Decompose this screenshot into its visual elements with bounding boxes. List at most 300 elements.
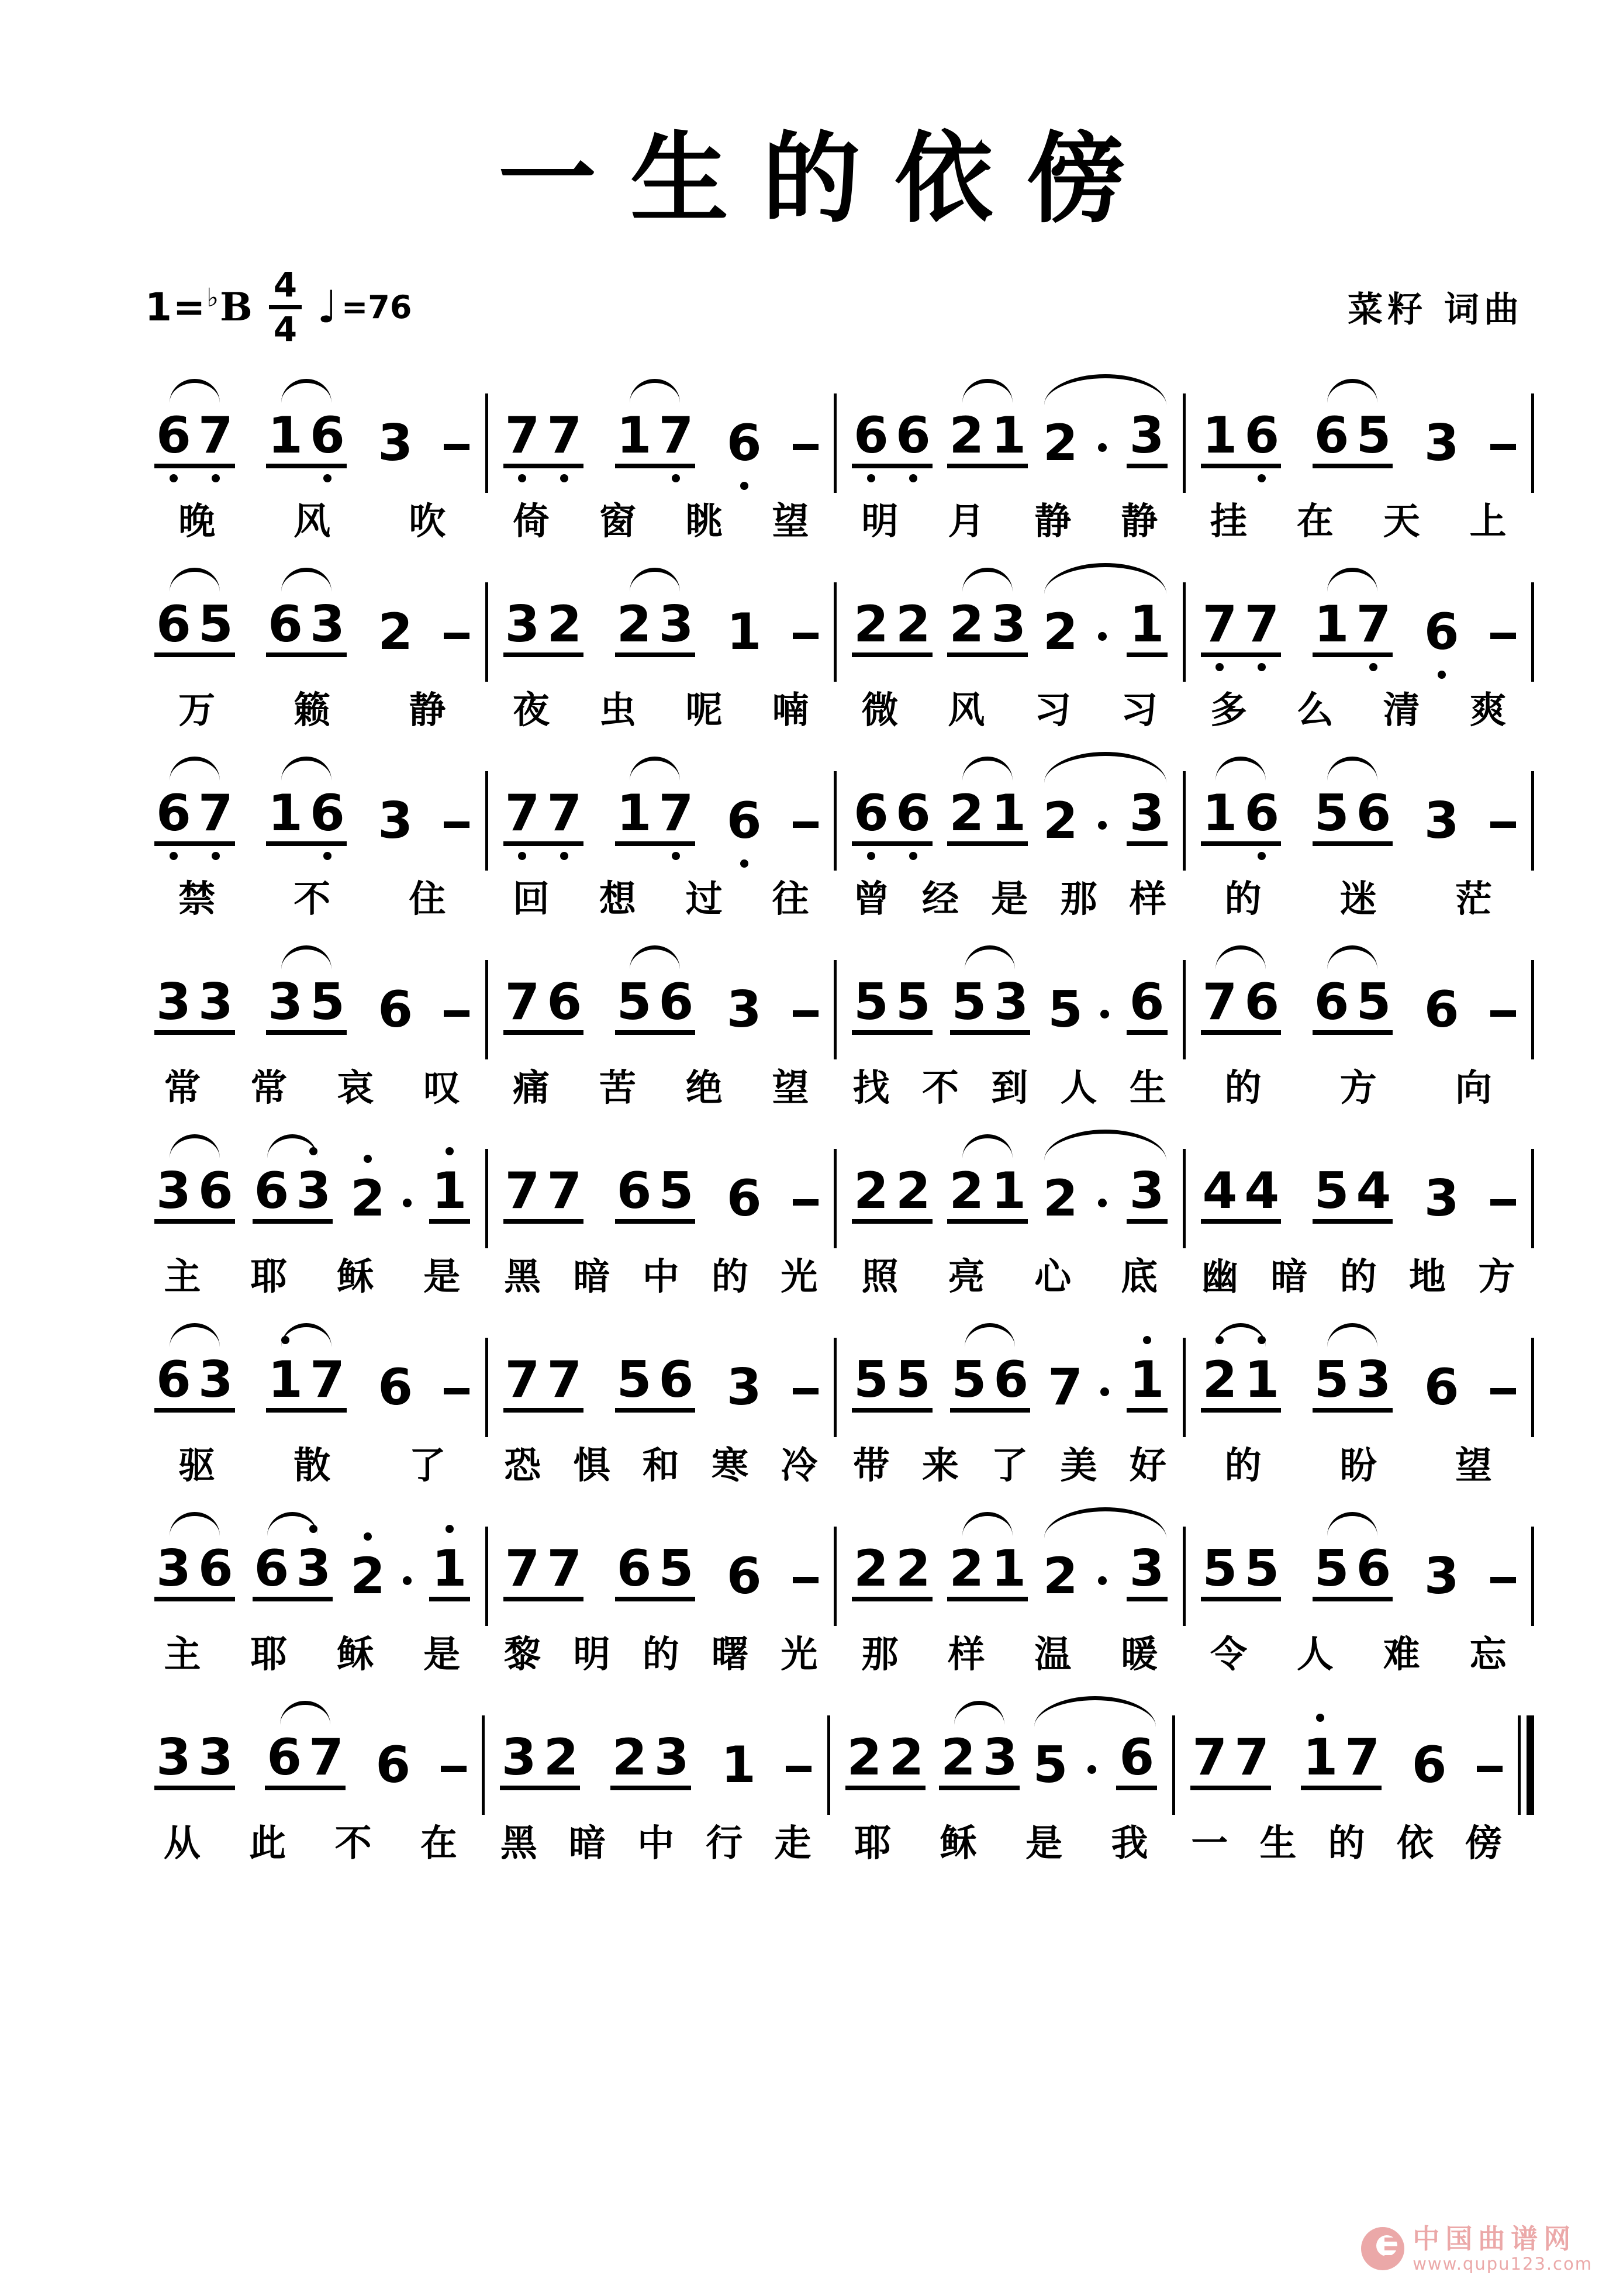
octave-dot-low xyxy=(909,852,917,860)
note-digit: 7 xyxy=(309,1351,345,1409)
music-line xyxy=(139,921,1534,1110)
beam-pair xyxy=(266,784,347,846)
lyric-syllable: 的 xyxy=(642,1633,679,1676)
note-digit: 2 xyxy=(854,595,889,654)
note-unit xyxy=(1313,784,1393,846)
eighth-note xyxy=(1127,784,1168,846)
beam-pair xyxy=(154,973,235,1035)
slur-arc xyxy=(962,757,1013,781)
note-digit: 7 xyxy=(658,788,693,838)
tie-arc xyxy=(1044,752,1166,783)
lyric-syllable: 暖 xyxy=(1121,1633,1158,1676)
note-digit: 2 xyxy=(616,595,652,654)
note-unit xyxy=(1424,1169,1459,1228)
octave-dot-low xyxy=(740,482,748,490)
note-digit: 6 xyxy=(1244,973,1280,1031)
note-digit: 3 xyxy=(309,595,345,654)
lyric-syllable: 样 xyxy=(948,1633,985,1676)
measure-notes xyxy=(139,1110,485,1247)
note-unit xyxy=(154,406,235,468)
note-unit xyxy=(1127,595,1168,657)
note-digit: 2 xyxy=(1042,1547,1078,1606)
note-unit xyxy=(378,603,413,661)
measure-lyrics xyxy=(1186,492,1532,543)
note-unit xyxy=(500,1728,581,1790)
duration-dash xyxy=(1490,633,1516,639)
note-unit xyxy=(615,973,696,1035)
measure-notes xyxy=(488,921,834,1058)
measure xyxy=(139,1676,482,1865)
lyric-syllable: 带 xyxy=(852,1444,890,1487)
note-digit: 7 xyxy=(198,410,233,461)
note-unit xyxy=(1042,792,1078,850)
augmentation-dot xyxy=(403,1576,412,1585)
lyric-syllable: 生 xyxy=(1259,1822,1297,1865)
octave-dot-low xyxy=(740,859,748,868)
measure-lyrics xyxy=(837,1625,1183,1676)
lyric-syllable: 一 xyxy=(1191,1822,1228,1865)
beam-pair xyxy=(266,973,347,1035)
measure-notes xyxy=(488,1110,834,1247)
note-unit xyxy=(947,595,1028,657)
beam-pair xyxy=(947,1539,1028,1601)
note-digit: 3 xyxy=(1129,1539,1165,1598)
slur-arc xyxy=(170,1134,220,1158)
final-barline xyxy=(1518,1715,1534,1815)
measure-lyrics xyxy=(139,492,485,543)
note-digit: 5 xyxy=(198,595,233,654)
slur-arc xyxy=(1215,945,1266,969)
augmentation-dot xyxy=(1100,1387,1109,1396)
duration-dash xyxy=(793,444,819,450)
note-unit xyxy=(726,980,762,1039)
measure-notes xyxy=(837,1299,1183,1436)
slur-arc xyxy=(170,568,220,592)
measure-notes xyxy=(488,1299,834,1436)
note-digit: 7 xyxy=(1244,599,1279,650)
note-digit: 2 xyxy=(949,1539,985,1598)
eighth-note xyxy=(1127,1351,1168,1413)
measure xyxy=(485,1676,827,1865)
note-digit: 5 xyxy=(854,973,889,1031)
lyric-syllable: 亮 xyxy=(948,1255,985,1298)
note-unit xyxy=(1313,1162,1393,1224)
note-unit xyxy=(1127,1351,1168,1413)
octave-dot-low xyxy=(867,474,875,482)
octave-dot-high xyxy=(1258,1336,1266,1344)
note-digit: 5 xyxy=(1032,1736,1068,1794)
measure-lyrics xyxy=(488,1436,834,1487)
note-digit: 7 xyxy=(198,788,233,838)
beam-pair xyxy=(154,595,235,657)
note-digit: 7 xyxy=(309,1728,344,1787)
note-digit: 3 xyxy=(1129,406,1165,465)
lyric-syllable: 从 xyxy=(163,1822,201,1865)
note-unit xyxy=(726,603,762,661)
beam-pair xyxy=(266,406,347,468)
tie-group xyxy=(1042,1539,1168,1606)
barline xyxy=(1531,393,1534,493)
note-digit: 1 xyxy=(1314,595,1349,654)
slur-arc xyxy=(962,1134,1013,1158)
measure xyxy=(1186,1487,1532,1676)
note-digit: 6 xyxy=(254,1162,289,1220)
tie-arc xyxy=(1044,374,1166,405)
measure xyxy=(488,732,834,921)
measure-notes xyxy=(485,1676,827,1814)
slur-arc xyxy=(630,757,680,781)
note-digit: 1 xyxy=(1202,784,1238,843)
lyric-syllable: 常 xyxy=(250,1066,288,1109)
note-digit: 1 xyxy=(1129,595,1165,654)
lyric-syllable: 万 xyxy=(178,689,216,731)
duration-dash xyxy=(1490,1010,1516,1017)
note-unit xyxy=(852,973,933,1035)
lyric-syllable: 惧 xyxy=(573,1444,610,1487)
note-unit xyxy=(852,1351,933,1413)
lyric-syllable: 暗 xyxy=(1270,1255,1308,1298)
note-digit: 6 xyxy=(156,595,191,654)
beam-pair xyxy=(947,784,1028,846)
note-digit: 1 xyxy=(1303,1732,1338,1783)
key-prefix: 1= xyxy=(145,285,207,330)
lyric-syllable: 黑 xyxy=(500,1822,537,1865)
watermark-text xyxy=(1413,2224,1593,2274)
beam-pair xyxy=(615,1162,696,1224)
lyric-syllable: 向 xyxy=(1455,1066,1492,1109)
measure-notes xyxy=(1186,1110,1532,1247)
watermark xyxy=(1361,2224,1593,2274)
beam-pair xyxy=(503,784,584,846)
lyric-syllable: 方 xyxy=(1339,1066,1377,1109)
lyric-syllable: 爽 xyxy=(1469,689,1507,731)
measure xyxy=(837,1110,1183,1299)
measure-lyrics xyxy=(837,681,1183,732)
lyric-syllable: 暗 xyxy=(573,1255,610,1298)
note-digit: 2 xyxy=(895,595,931,654)
note-digit: 7 xyxy=(1202,973,1238,1031)
lyric-syllable: 曾 xyxy=(852,878,890,920)
octave-dot-low xyxy=(170,852,178,860)
note-digit: 1 xyxy=(432,1166,467,1216)
beam-pair xyxy=(154,784,235,846)
note-digit: 7 xyxy=(505,410,540,461)
duration-dash xyxy=(441,1766,467,1772)
lyric-syllable: 稣 xyxy=(337,1633,374,1676)
lyric-syllable: 方 xyxy=(1478,1255,1515,1298)
note-digit: 7 xyxy=(547,410,582,461)
note-digit: 5 xyxy=(616,973,652,1031)
lyric-syllable: 那 xyxy=(1060,878,1097,920)
lyric-syllable: 找 xyxy=(852,1066,890,1109)
measure-notes xyxy=(139,543,485,681)
lyric-syllable: 呢 xyxy=(685,689,723,731)
octave-dot-low xyxy=(1258,852,1266,860)
note-digit: 1 xyxy=(726,603,762,661)
note-unit xyxy=(852,1539,933,1601)
note-digit: 1 xyxy=(616,784,652,843)
measure xyxy=(488,1299,834,1487)
lyric-syllable: 人 xyxy=(1296,1633,1334,1676)
barline xyxy=(1531,1338,1534,1437)
note-unit xyxy=(503,1539,584,1601)
note-unit xyxy=(1201,973,1282,1035)
note-unit xyxy=(1127,784,1168,846)
measure xyxy=(488,543,834,732)
note-digit: 3 xyxy=(1424,792,1459,850)
note-digit: 6 xyxy=(854,788,889,838)
music-line xyxy=(139,543,1534,732)
note-unit xyxy=(1048,980,1083,1039)
eighth-note xyxy=(1127,973,1168,1035)
measure-lyrics xyxy=(139,1625,485,1676)
note-unit xyxy=(266,1351,347,1413)
note-unit xyxy=(947,1162,1028,1224)
time-signature-numerator: 4 xyxy=(269,268,302,309)
beam-pair xyxy=(615,406,696,468)
measure xyxy=(837,543,1183,732)
note-unit xyxy=(154,1351,235,1413)
note-digit: 6 xyxy=(1314,406,1349,465)
note-unit xyxy=(947,784,1028,846)
lyric-syllable: 哀 xyxy=(337,1066,374,1109)
lyric-syllable: 生 xyxy=(1129,1066,1166,1109)
note-unit xyxy=(1201,784,1282,846)
beam-pair xyxy=(950,1351,1031,1413)
note-unit xyxy=(350,1547,385,1606)
note-unit xyxy=(1201,1539,1282,1601)
octave-dot-high xyxy=(1143,1336,1151,1344)
note-digit: 6 xyxy=(156,410,191,461)
note-digit: 3 xyxy=(501,1728,537,1787)
note-digit: 6 xyxy=(1244,788,1279,838)
note-unit xyxy=(503,595,584,657)
note-digit: 7 xyxy=(547,1351,582,1409)
beam-pair xyxy=(154,1351,235,1413)
key-letter: B xyxy=(220,284,254,330)
note-digit: 3 xyxy=(156,1728,191,1787)
lyric-syllable: 是 xyxy=(1025,1822,1063,1865)
note-digit: 3 xyxy=(198,1351,233,1409)
note-digit: 5 xyxy=(1244,1539,1280,1598)
tie-arc xyxy=(1034,1696,1156,1727)
slur-arc xyxy=(267,1134,317,1158)
slur-arc xyxy=(965,1323,1015,1347)
measure-notes xyxy=(1175,1676,1518,1814)
note-unit xyxy=(1042,1547,1078,1606)
note-unit xyxy=(1411,1736,1447,1794)
watermark-site-name: 中国曲谱网 xyxy=(1413,2222,1577,2254)
note-unit xyxy=(1424,603,1459,661)
lyric-syllable: 是 xyxy=(423,1255,461,1298)
note-unit xyxy=(266,406,347,468)
note-digit: 6 xyxy=(1424,607,1459,657)
note-digit: 2 xyxy=(612,1728,647,1787)
lyric-syllable: 禁 xyxy=(178,878,216,920)
octave-dot-low xyxy=(867,852,875,860)
measure-notes xyxy=(488,543,834,681)
measure-lyrics xyxy=(1186,1625,1532,1676)
music-line xyxy=(139,732,1534,921)
measure-notes xyxy=(837,543,1183,681)
note-digit: 5 xyxy=(951,1351,987,1409)
note-unit xyxy=(154,1539,235,1601)
beam-pair xyxy=(503,973,584,1035)
lyric-syllable: 望 xyxy=(772,1066,809,1109)
lyric-syllable: 心 xyxy=(1034,1255,1072,1298)
octave-dot-low xyxy=(909,474,917,482)
lyric-syllable: 地 xyxy=(1409,1255,1446,1298)
measure-notes xyxy=(830,1676,1173,1814)
lyric-syllable: 回 xyxy=(512,878,550,920)
time-signature xyxy=(269,265,302,349)
measure-notes xyxy=(1186,921,1532,1058)
note-unit xyxy=(503,784,584,846)
duration-dash xyxy=(444,1010,469,1017)
note-digit: 6 xyxy=(854,410,889,461)
note-digit: 2 xyxy=(1042,792,1078,850)
note-digit: 4 xyxy=(1244,1162,1280,1220)
note-digit: 5 xyxy=(658,1162,694,1220)
octave-dot-low xyxy=(1438,671,1446,679)
beam-pair xyxy=(500,1728,581,1790)
note-unit xyxy=(378,1358,413,1417)
note-digit: 6 xyxy=(726,1547,762,1606)
measure-lyrics xyxy=(488,1625,834,1676)
slur-arc xyxy=(962,379,1013,403)
measure-lyrics xyxy=(488,492,834,543)
augmentation-dot xyxy=(1098,632,1107,641)
slur-arc xyxy=(1327,757,1377,781)
lyric-syllable: 和 xyxy=(642,1444,679,1487)
note-unit xyxy=(429,1162,470,1224)
beam-pair xyxy=(266,595,347,657)
lyric-syllable: 光 xyxy=(781,1255,818,1298)
note-unit xyxy=(947,406,1028,468)
eighth-note xyxy=(1127,1162,1168,1224)
lyric-syllable: 主 xyxy=(164,1633,201,1676)
slur-arc xyxy=(281,568,331,592)
octave-dot-high xyxy=(309,1147,317,1155)
note-unit xyxy=(726,1169,762,1228)
measure-lyrics xyxy=(488,1058,834,1110)
note-digit: 7 xyxy=(505,788,540,838)
lyric-syllable: 夜 xyxy=(512,689,550,731)
note-digit: 6 xyxy=(378,980,413,1039)
note-digit: 3 xyxy=(296,1544,331,1594)
note-digit: 1 xyxy=(721,1736,756,1794)
key-signature xyxy=(145,284,254,330)
note-unit xyxy=(1127,1539,1168,1601)
lyric-syllable: 耶 xyxy=(854,1822,892,1865)
music-line xyxy=(139,1676,1534,1865)
note-unit xyxy=(1201,1351,1282,1413)
note-digit: 5 xyxy=(854,1351,889,1409)
note-digit: 3 xyxy=(1129,784,1165,843)
beam-pair xyxy=(1201,1162,1282,1224)
measure-lyrics xyxy=(837,1247,1183,1299)
note-digit: 2 xyxy=(547,595,582,654)
lyric-syllable: 不 xyxy=(334,1822,372,1865)
measure-lyrics xyxy=(1186,681,1532,732)
note-unit xyxy=(726,792,762,850)
lyric-syllable: 风 xyxy=(948,689,985,731)
note-digit: 6 xyxy=(1119,1728,1155,1787)
watermark-url: www.qupu123.com xyxy=(1413,2253,1593,2274)
lyric-syllable: 微 xyxy=(861,689,899,731)
flat-icon: ♭ xyxy=(206,283,220,313)
beam-pair xyxy=(947,595,1028,657)
tie-arc xyxy=(1044,1130,1166,1161)
octave-dot-high xyxy=(309,1525,317,1533)
note-digit: 3 xyxy=(198,973,233,1031)
note-digit: 1 xyxy=(1130,1355,1165,1405)
note-unit xyxy=(1424,980,1459,1039)
beam-pair xyxy=(950,973,1031,1035)
lyric-syllable: 是 xyxy=(991,878,1028,920)
eighth-note xyxy=(429,1162,470,1224)
beam-pair xyxy=(1313,595,1393,657)
barline xyxy=(1531,582,1534,682)
measure-lyrics xyxy=(488,1247,834,1299)
beam-pair xyxy=(154,406,235,468)
lyric-syllable: 好 xyxy=(1129,1444,1166,1487)
measure-lyrics xyxy=(139,1814,482,1865)
octave-dot-high xyxy=(364,1532,372,1541)
note-unit xyxy=(615,1162,696,1224)
lyric-syllable: 的 xyxy=(1224,1444,1262,1487)
lyric-syllable: 明 xyxy=(573,1633,610,1676)
duration-dash xyxy=(444,1388,469,1394)
octave-dot-high xyxy=(446,1525,454,1533)
measure xyxy=(488,1487,834,1676)
lyric-syllable: 月 xyxy=(948,500,985,543)
barline xyxy=(1527,1715,1534,1815)
beam-pair xyxy=(1201,973,1282,1035)
note-digit: 3 xyxy=(982,1728,1018,1787)
note-digit: 1 xyxy=(268,784,303,843)
note-digit: 5 xyxy=(1356,406,1391,465)
note-unit xyxy=(726,414,762,472)
note-digit: 3 xyxy=(1356,1351,1391,1409)
note-digit: 3 xyxy=(198,1728,233,1787)
note-digit: 5 xyxy=(1356,973,1391,1031)
note-unit xyxy=(375,1736,411,1794)
note-digit: 2 xyxy=(1042,1169,1078,1228)
octave-dot-low xyxy=(323,474,331,482)
note-unit xyxy=(615,1351,696,1413)
beam-pair xyxy=(852,1539,933,1601)
lyric-syllable: 中 xyxy=(637,1822,675,1865)
note-digit: 2 xyxy=(895,1162,931,1220)
eighth-note xyxy=(1116,1728,1157,1790)
slur-arc xyxy=(1327,379,1377,403)
note-digit: 7 xyxy=(505,1351,540,1409)
measure-notes xyxy=(837,921,1183,1058)
note-unit xyxy=(615,784,696,846)
lyric-syllable: 叹 xyxy=(423,1066,461,1109)
measure xyxy=(488,1110,834,1299)
lyric-syllable: 倚 xyxy=(512,500,550,543)
note-digit: 7 xyxy=(658,410,693,461)
barline xyxy=(1531,960,1534,1059)
tie-arc xyxy=(1044,1507,1166,1538)
note-unit xyxy=(1424,1547,1459,1606)
slur-arc xyxy=(170,757,220,781)
note-digit: 3 xyxy=(654,1728,689,1787)
lyric-syllable: 来 xyxy=(921,1444,959,1487)
lyric-syllable: 光 xyxy=(781,1633,818,1676)
